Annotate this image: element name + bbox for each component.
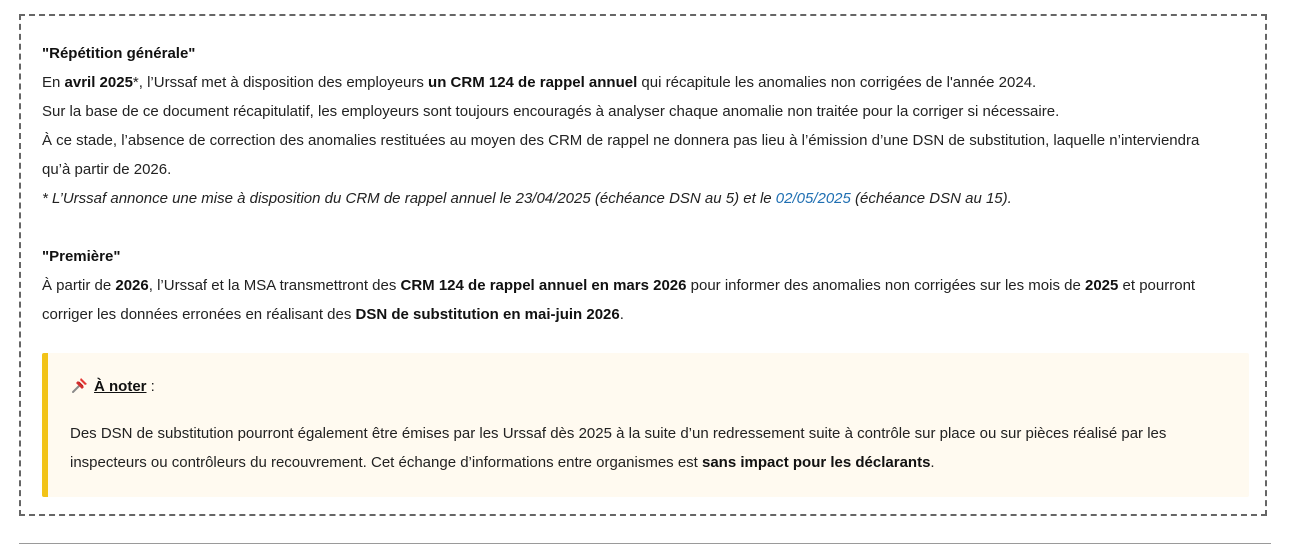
note-title: À noter [94,378,147,395]
note-callout [42,353,1249,497]
pushpin-icon [70,375,90,395]
section2-title: "Première" [42,248,121,265]
section2-line1: À partir de 2026, l’Urssaf et la MSA transmettront des CRM 124 de rappel annuel en mars 2026 pour informer des anomalies non corrigées sur les mois de 2025 et pourront [42,277,1196,294]
dashed-container [19,14,1267,516]
section1-line1: En avril 2025*, l’Urssaf met à disposition des employeurs un CRM 124 de rappel annuel qui récapitule les anomalies non corrigées de l'année 2024. [42,74,1037,91]
note-title-colon: : [146,378,155,395]
section1-line3: À ce stade, l’absence de correction des anomalies restituées au moyen des CRM de rappel ne donnera pas lieu à l’émission d’une DSN de substitution, laquelle n’interviendra [42,132,1200,149]
section2-line2: corriger les données erronées en réalisant des DSN de substitution en mai-juin 2026. [42,306,624,323]
section1-line4: qu’à partir de 2026. [42,161,172,178]
footnote: * L’Urssaf annonce une mise à disposition du CRM de rappel annuel le 23/04/2025 (échéance DSN au 5) et le 02/05/2025 (échéance DSN au 15). [42,190,1012,207]
paragraph-spacer [42,213,1242,242]
bottom-divider [19,543,1271,544]
note-body: Des DSN de substitution pourront également être émises par les Urssaf dès 2025 à la suite d’un redressement suite à contrôle sur place ou sur pièces réalisé par les inspecteurs ou contrôleurs du recouvrement. Cet échange d’informations entre organismes est sans impact pour les déclarants. [70,425,1167,471]
section1-title: "Répétition générale" [42,45,196,62]
note-header [70,375,155,399]
date-link[interactable]: 02/05/2025 [775,190,851,207]
main-content [42,39,1242,329]
section1-line2: Sur la base de ce document récapitulatif, les employeurs sont toujours encouragés à analyser chaque anomalie non traitée pour la corriger si nécessaire. [42,103,1060,120]
